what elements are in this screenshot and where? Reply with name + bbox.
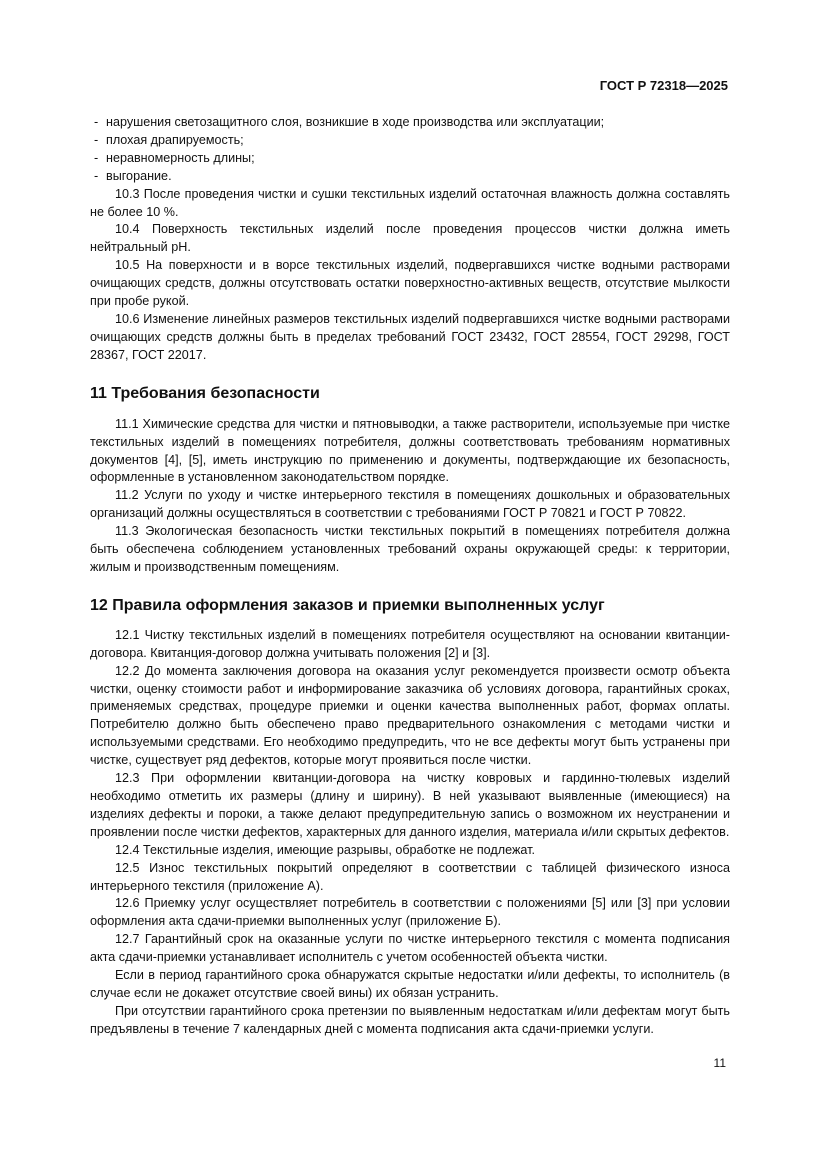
list-item: - плохая драпируемость; — [94, 132, 244, 147]
list-item: - выгорание. — [94, 168, 172, 183]
page-number: 11 — [713, 1056, 726, 1070]
section-12-heading: 12 Правила оформления заказов и приемки выполненных услуг — [90, 596, 605, 614]
paragraph-12-6: 12.6 Приемку услуг осуществляет потребитель в соответствии с положениями [5] или [3] при условии оформления акта сдачи-приемки выполненных услуг (приложение Б). — [90, 896, 730, 929]
defects-list — [90, 114, 730, 186]
paragraph-10-3: 10.3 После проведения чистки и сушки текстильных изделий остаточная влажность должна составлять не более 10 %. — [90, 186, 730, 219]
paragraph-12-7-claims: При отсутствии гарантийного срока претензии по выявленным недостаткам и/или дефектам могут быть предъявлены в течение 7 календарных дней с момента подписания акта сдачи-приемки услуги. — [90, 1003, 730, 1036]
paragraph-11-2: 11.2 Услуги по уходу и чистке интерьерного текстиля в помещениях дошкольных и образовательных организаций должны осуществляться в соответствии с требованиями ГОСТ Р 70821 и ГОСТ Р 70822. — [90, 488, 730, 521]
list-item: - неравномерность длины; — [94, 150, 255, 165]
paragraph-12-1: 12.1 Чистку текстильных изделий в помещениях потребителя осуществляют на основании квитанции-договора. Квитанция-договор должна учитывать положения [2] и [3]. — [90, 627, 730, 660]
paragraph-12-3: 12.3 При оформлении квитанции-договора на чистку ковровых и гардинно-тюлевых изделий необходимо отметить их размеры (длину и ширину). В ней указывают выявленные (имеющиеся) на изделиях дефекты и пороки, а также делают предупредительную запись о возможном их неустранении и проявлении после чистки дефектов, характерных для данного изделия, материала и/или скрытых дефектов. — [90, 771, 730, 839]
standard-code: ГОСТ Р 72318—2025 — [599, 78, 728, 93]
paragraph-12-2: 12.2 До момента заключения договора на оказания услуг рекомендуется произвести осмотр объекта чистки, оценку стоимости работ и информирование заказчика об условиях договора, гарантийных сроках, применяемых средствах, процедуре приемки и оценки качества выполненных работ, формах оплаты. Потребителю должно быть обеспечено право предварительного ознакомления с методами чистки и используемыми средствами. Его необходимо предупредить, что не все дефекты могут быть устранены при чистке, существует ряд дефектов, которые могут проявиться после чистки. — [90, 663, 730, 768]
paragraph-12-4: 12.4 Текстильные изделия, имеющие разрывы, обработке не подлежат. — [115, 842, 535, 857]
paragraph-12-7: 12.7 Гарантийный срок на оказанные услуги по чистке интерьерного текстиля с момента подписания акта сдачи-приемки устанавливает исполнитель с учетом особенностей объекта чистки. — [90, 932, 730, 965]
paragraph-11-1: 11.1 Химические средства для чистки и пятновыводки, а также растворители, используемые при чистке текстильных изделий в помещениях потребителя, должны соответствовать требованиям нормативных документов [4], [5], иметь инструкцию по применению и документы, подтверждающие их безопасность, оформленные в установленном законодательством порядке. — [90, 416, 730, 485]
paragraph-10-5: 10.5 На поверхности и в ворсе текстильных изделий, подвергавшихся чистке водными растворами очищающих средств, должны отсутствовать остатки поверхностно-активных веществ, отсутствие мылкости при пробе рукой. — [90, 258, 730, 309]
paragraph-12-5: 12.5 Износ текстильных покрытий определяют в соответствии с таблицей физического износа интерьерного текстиля (приложение А). — [90, 860, 730, 893]
paragraph-10-4: 10.4 Поверхность текстильных изделий после проведения процессов чистки должна иметь нейтральный pH. — [90, 222, 730, 255]
document-body — [90, 114, 730, 1039]
paragraph-10-6: 10.6 Изменение линейных размеров текстильных изделий подвергавшихся чистке водными растворами очищающих средств должны быть в пределах требований ГОСТ 23432, ГОСТ 28554, ГОСТ 29298, ГОСТ 28367, ГОСТ 22017. — [90, 311, 730, 362]
list-item: - нарушения светозащитного слоя, возникшие в ходе производства или эксплуатации; — [94, 115, 605, 129]
paragraph-11-3: 11.3 Экологическая безопасность чистки текстильных покрытий в помещениях потребителя должна быть обеспечена соблюдением установленных требований охраны окружающей среды: к территории, жилым и производственным помещениям. — [90, 524, 730, 574]
paragraph-12-7-defects: Если в период гарантийного срока обнаружатся скрытые недостатки и/или дефекты, то исполнитель (в случае если не докажет отсутствие своей вины) их обязан устранить. — [90, 968, 730, 1000]
section-11-heading: 11 Требования безопасности — [90, 384, 320, 402]
